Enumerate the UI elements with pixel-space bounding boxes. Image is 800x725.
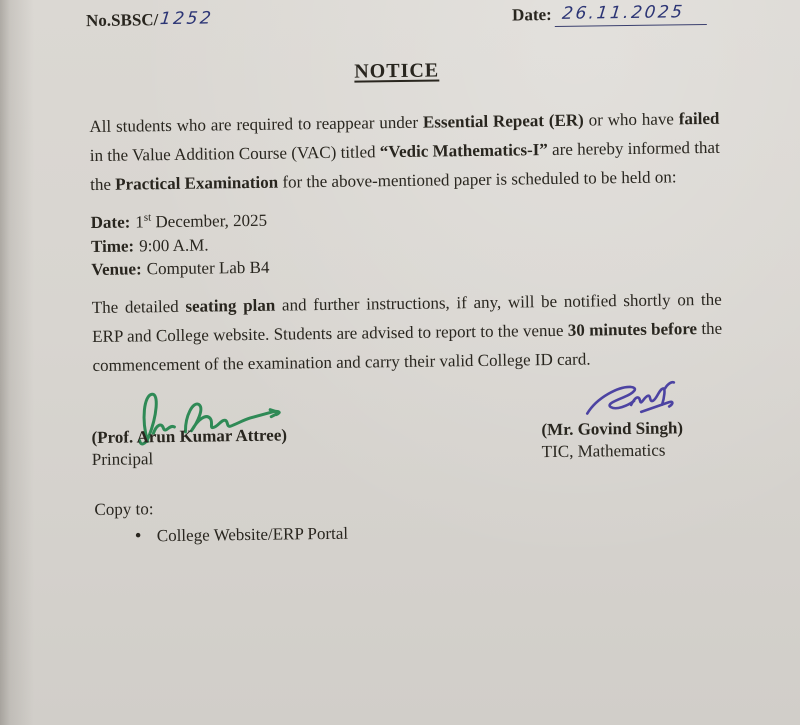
exam-date-ordinal: st (143, 211, 152, 224)
course-title-emphasis: “Vedic Mathematics-I” (379, 140, 548, 162)
title-container (0, 55, 797, 88)
exam-time-value: 9:00 A.M. (139, 235, 209, 255)
page-title: NOTICE (354, 59, 440, 83)
intro-text: or who have (583, 109, 679, 130)
practical-exam-emphasis: Practical Examination (115, 172, 279, 194)
copy-to-item: • College Website/ERP Portal (135, 517, 800, 546)
tic-name: (Mr. Govind Singh) (541, 417, 684, 439)
intro-text: All students who are required to reappear under (89, 112, 424, 137)
ref-no-handwritten-value: 1252 (159, 8, 215, 30)
signature-block-principal (91, 379, 294, 470)
intro-text: for the above-mentioned paper is scheduled to be held on: (277, 167, 677, 192)
essential-repeat-emphasis: Essential Repeat (ER) (422, 110, 584, 132)
instructions-text: the commencement of the examination and carry their valid College ID card. (92, 318, 723, 375)
instructions-text: The detailed (91, 296, 186, 317)
copy-to-section (94, 490, 800, 546)
exam-details (91, 202, 800, 282)
intro-text: in the Value Addition Course (VAC) titled (89, 142, 380, 166)
exam-date-label: Date: (90, 212, 131, 233)
instructions-paragraph (92, 284, 723, 379)
date-handwritten-value: 26.11.2025 (555, 2, 710, 27)
exam-time-label: Time: (90, 235, 135, 256)
thirty-minutes-emphasis: 30 minutes before (567, 318, 698, 340)
exam-date-rest: December, 2025 (151, 210, 268, 232)
principal-name: (Prof. Arun Kumar Attree) (91, 424, 288, 447)
intro-paragraph (89, 104, 720, 199)
exam-date-day: 1 (135, 212, 144, 232)
ref-no-label: No.SBSC/ (85, 10, 159, 31)
failed-emphasis: failed (678, 108, 720, 129)
copy-to-label: Copy to: (94, 498, 154, 519)
signature-section (1, 372, 800, 484)
document-header (0, 0, 796, 35)
intro-text: are hereby informed that the (90, 137, 720, 195)
seating-plan-emphasis: seating plan (185, 295, 276, 316)
tic-title: TIC, Mathematics (541, 440, 666, 461)
date-label: Date: (511, 4, 552, 25)
instructions-text: and further instructions, if any, will be notified shortly on the ERP and College website. Students are advised to report to the venue (92, 289, 722, 346)
principal-title: Principal (91, 448, 154, 469)
document-date (512, 3, 708, 29)
signature-block-tic (541, 370, 694, 462)
exam-venue-label: Venue: (91, 259, 142, 280)
exam-venue-value: Computer Lab B4 (146, 257, 270, 279)
reference-number (86, 9, 214, 31)
